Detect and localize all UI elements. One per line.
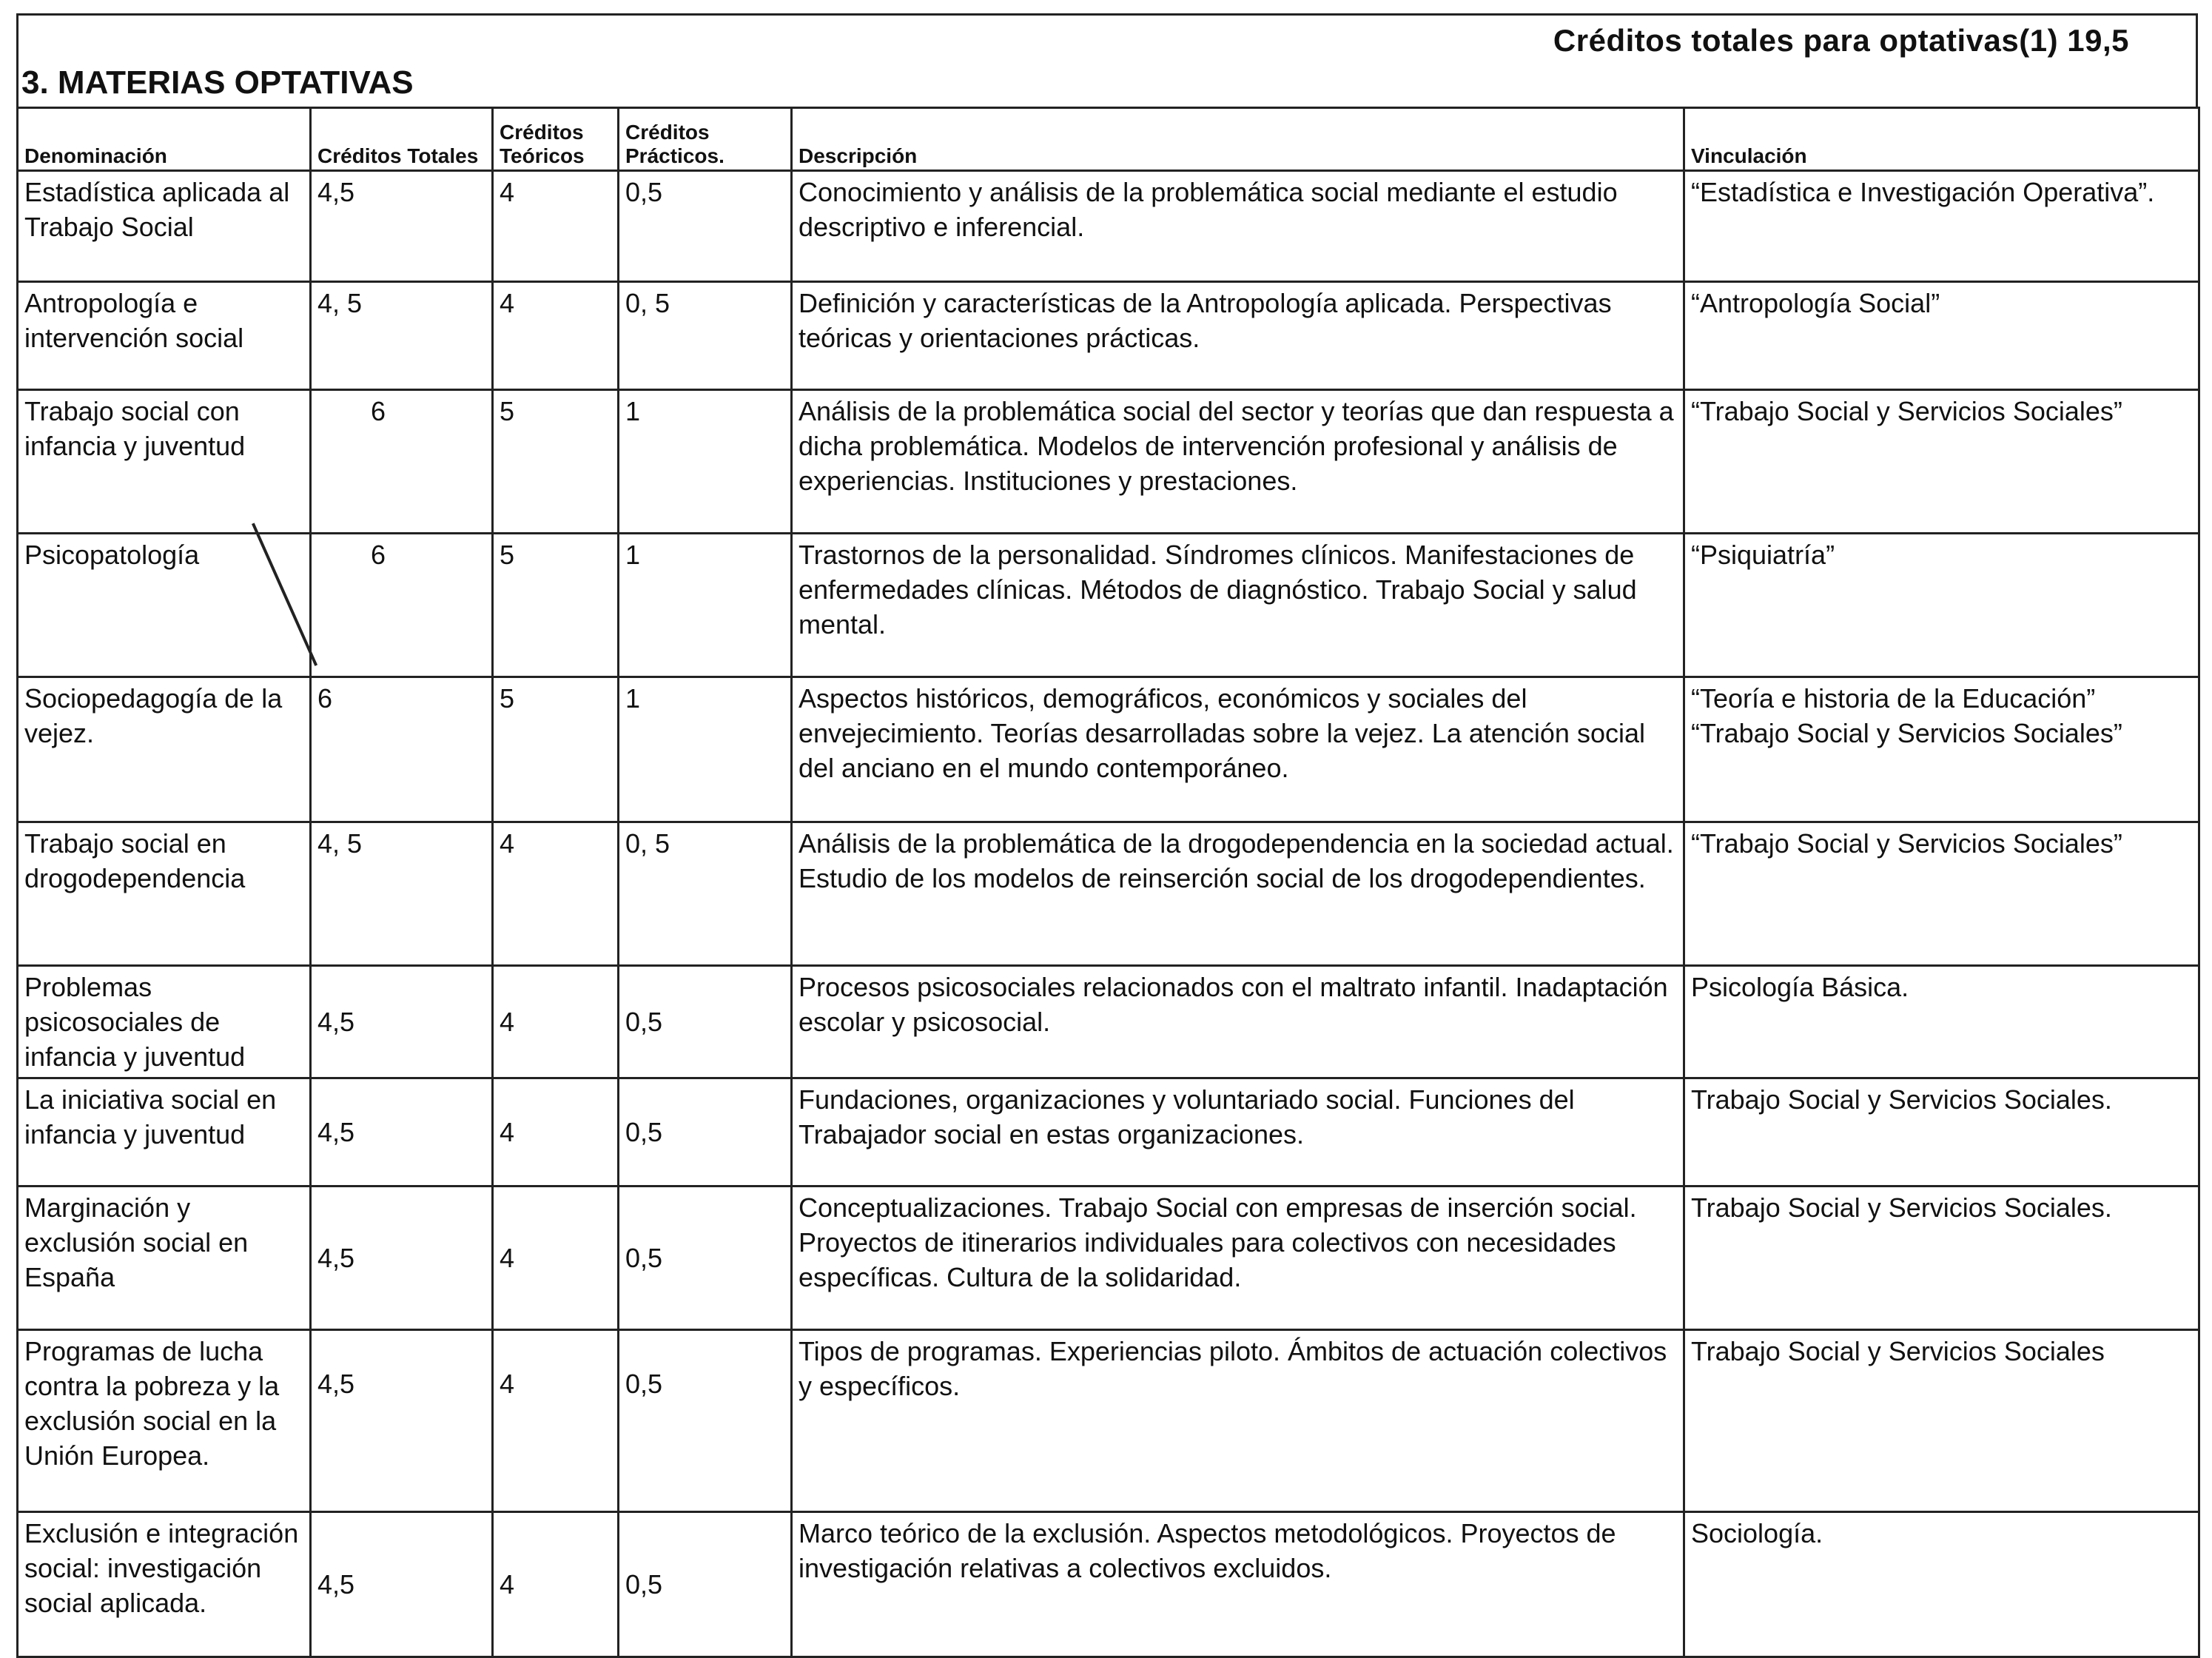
table-row: [18, 390, 2199, 534]
course-name: Programas de lucha contra la pobreza y la exclusión social en la Unión Europea.: [18, 1330, 311, 1512]
column-header-theory: Créditos Teóricos: [493, 108, 619, 171]
course-link: “Trabajo Social y Servicios Sociales”: [1684, 390, 2199, 534]
course-total-credits: 6: [311, 390, 493, 534]
column-header-link: Vinculación: [1684, 108, 2199, 171]
course-total-credits: 4,5: [311, 1512, 493, 1657]
course-link: “Teoría e historia de la Educación” “Trabajo Social y Servicios Sociales”: [1684, 677, 2199, 822]
course-description: Tipos de programas. Experiencias piloto. Ámbitos de actuación colectivos y específicos.: [792, 1330, 1684, 1512]
course-theory-credits: 4: [493, 1078, 619, 1187]
course-name: Marginación y exclusión social en España: [18, 1187, 311, 1330]
course-total-credits: 4,5: [311, 966, 493, 1078]
course-name: Psicopatología: [18, 534, 311, 677]
course-theory-credits: 4: [493, 966, 619, 1078]
course-description: Marco teórico de la exclusión. Aspectos metodológicos. Proyectos de investigación relativas a colectivos excluidos.: [792, 1512, 1684, 1657]
course-name: Trabajo social con infancia y juventud: [18, 390, 311, 534]
section-title: 3. MATERIAS OPTATIVAS: [21, 64, 414, 101]
course-practice-credits: 0,5: [619, 1078, 792, 1187]
column-header-name: Denominación: [18, 108, 311, 171]
table-row: [18, 534, 2199, 677]
course-link: Psicología Básica.: [1684, 966, 2199, 1078]
table-header-row: [18, 108, 2199, 171]
course-practice-credits: 0, 5: [619, 822, 792, 966]
course-practice-credits: 0,5: [619, 966, 792, 1078]
course-link: “Estadística e Investigación Operativa”.: [1684, 171, 2199, 282]
column-header-practice: Créditos Prácticos.: [619, 108, 792, 171]
course-theory-credits: 4: [493, 171, 619, 282]
course-link: Trabajo Social y Servicios Sociales: [1684, 1330, 2199, 1512]
course-link: Trabajo Social y Servicios Sociales.: [1684, 1187, 2199, 1330]
course-total-credits: 4, 5: [311, 282, 493, 390]
course-description: Análisis de la problemática de la drogodependencia en la sociedad actual. Estudio de los modelos de reinserción social de los drogodependientes.: [792, 822, 1684, 966]
course-name: Antropología e intervención social: [18, 282, 311, 390]
course-theory-credits: 5: [493, 677, 619, 822]
course-description: Aspectos históricos, demográficos, económicos y sociales del envejecimiento. Teorías desarrolladas sobre la vejez. La atención social del anciano en el mundo contemporáneo.: [792, 677, 1684, 822]
course-link: “Antropología Social”: [1684, 282, 2199, 390]
course-theory-credits: 4: [493, 282, 619, 390]
course-name: Sociopedagogía de la vejez.: [18, 677, 311, 822]
header-box: [16, 13, 2198, 107]
course-practice-credits: 0,5: [619, 171, 792, 282]
course-theory-credits: 5: [493, 390, 619, 534]
course-name: La iniciativa social en infancia y juventud: [18, 1078, 311, 1187]
course-link: “Trabajo Social y Servicios Sociales”: [1684, 822, 2199, 966]
course-practice-credits: 1: [619, 677, 792, 822]
table-row: [18, 822, 2199, 966]
course-practice-credits: 1: [619, 534, 792, 677]
course-description: Procesos psicosociales relacionados con el maltrato infantil. Inadaptación escolar y psicosocial.: [792, 966, 1684, 1078]
table-row: [18, 966, 2199, 1078]
course-theory-credits: 4: [493, 822, 619, 966]
course-practice-credits: 1: [619, 390, 792, 534]
table-row: [18, 1512, 2199, 1657]
document-page: [16, 13, 2199, 1638]
course-total-credits: 4,5: [311, 1078, 493, 1187]
table-row: [18, 171, 2199, 282]
course-description: Análisis de la problemática social del sector y teorías que dan respuesta a dicha problemática. Modelos de intervención profesional y análisis de experiencias. Instituciones y prestaciones.: [792, 390, 1684, 534]
course-theory-credits: 5: [493, 534, 619, 677]
course-practice-credits: 0,5: [619, 1512, 792, 1657]
course-description: Conceptualizaciones. Trabajo Social con empresas de inserción social. Proyectos de itinerarios individuales para colectivos con necesidades específicas. Cultura de la solidaridad.: [792, 1187, 1684, 1330]
course-theory-credits: 4: [493, 1512, 619, 1657]
course-name: Exclusión e integración social: investigación social aplicada.: [18, 1512, 311, 1657]
course-name: Trabajo social en drogodependencia: [18, 822, 311, 966]
course-description: Trastornos de la personalidad. Síndromes clínicos. Manifestaciones de enfermedades clínicas. Métodos de diagnóstico. Trabajo Social y salud mental.: [792, 534, 1684, 677]
table-row: [18, 677, 2199, 822]
course-total-credits: 4,5: [311, 1330, 493, 1512]
course-practice-credits: 0,5: [619, 1187, 792, 1330]
total-credits-label: Créditos totales para optativas(1) 19,5: [1553, 23, 2129, 58]
course-link: “Psiquiatría”: [1684, 534, 2199, 677]
course-link: Sociología.: [1684, 1512, 2199, 1657]
table-row: [18, 1078, 2199, 1187]
column-header-description: Descripción: [792, 108, 1684, 171]
course-link: Trabajo Social y Servicios Sociales.: [1684, 1078, 2199, 1187]
table-row: [18, 1330, 2199, 1512]
course-description: Conocimiento y análisis de la problemática social mediante el estudio descriptivo e inferencial.: [792, 171, 1684, 282]
table-row: [18, 1187, 2199, 1330]
course-name: Estadística aplicada al Trabajo Social: [18, 171, 311, 282]
course-description: Fundaciones, organizaciones y voluntariado social. Funciones del Trabajador social en estas organizaciones.: [792, 1078, 1684, 1187]
course-theory-credits: 4: [493, 1330, 619, 1512]
optional-courses-table: [16, 107, 2200, 1658]
table-row: [18, 282, 2199, 390]
course-theory-credits: 4: [493, 1187, 619, 1330]
course-total-credits: 4, 5: [311, 822, 493, 966]
course-total-credits: 6: [311, 677, 493, 822]
course-total-credits: 6: [311, 534, 493, 677]
course-total-credits: 4,5: [311, 1187, 493, 1330]
course-description: Definición y características de la Antropología aplicada. Perspectivas teóricas y orientaciones prácticas.: [792, 282, 1684, 390]
course-name: Problemas psicosociales de infancia y juventud: [18, 966, 311, 1078]
column-header-total: Créditos Totales: [311, 108, 493, 171]
course-total-credits: 4,5: [311, 171, 493, 282]
course-practice-credits: 0,5: [619, 1330, 792, 1512]
course-practice-credits: 0, 5: [619, 282, 792, 390]
